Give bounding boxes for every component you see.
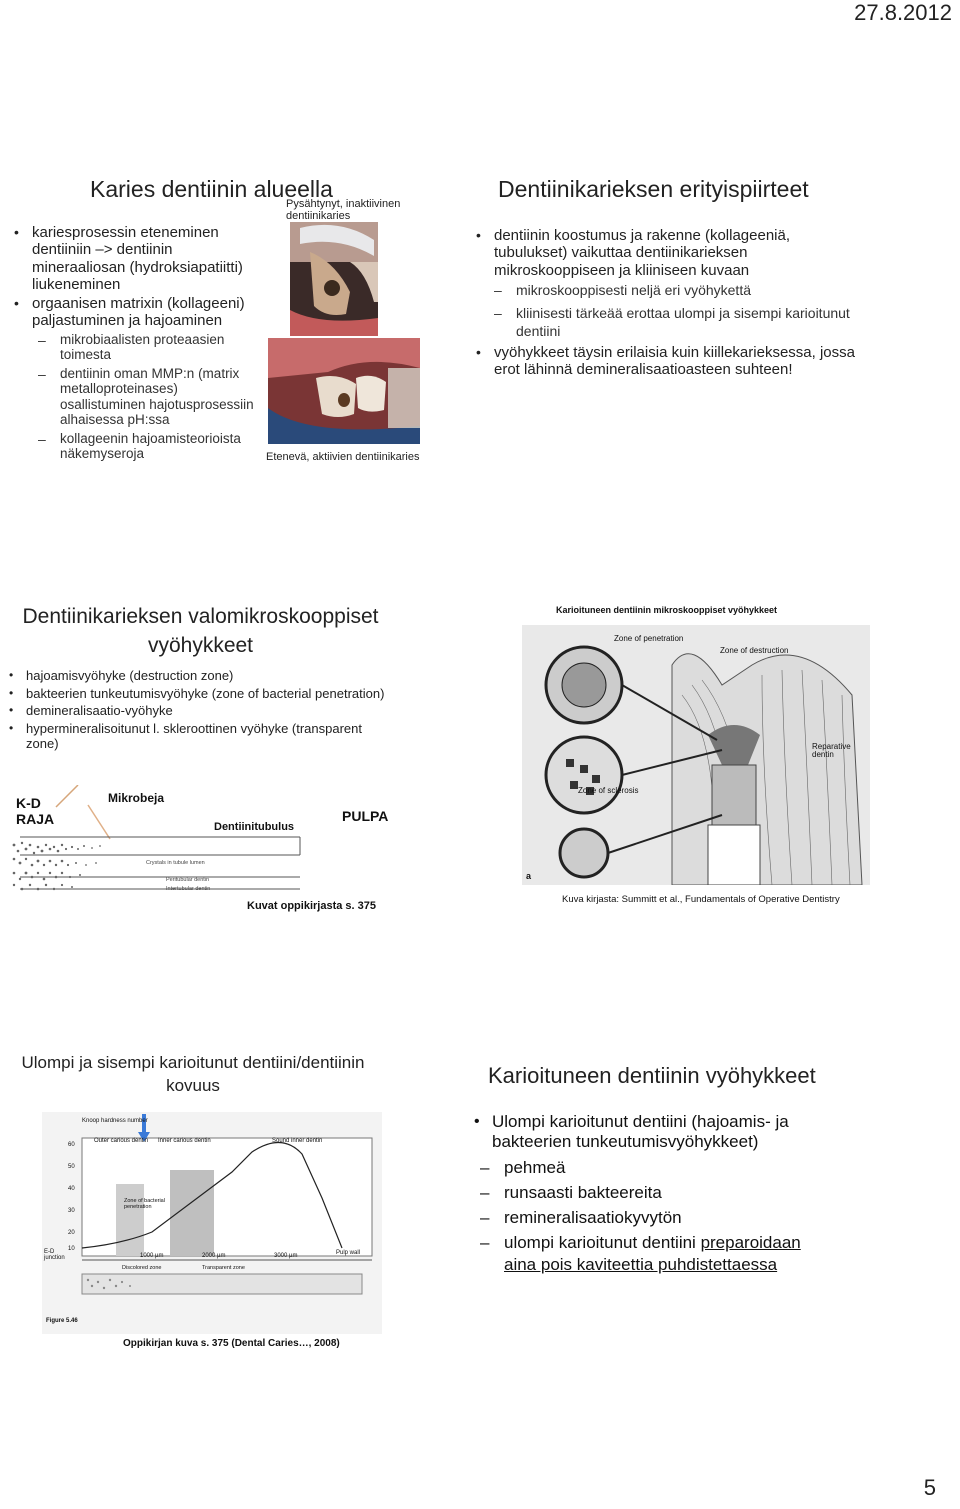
label-discolored-zone: Discolored zone [122,1265,162,1271]
slide2-bullet-2: • vyöhykkeet täysin erilaisia kuin kiillekarieksessa, jossa erot lähinnä demineralisaatioasteen suhteen! [472,344,857,379]
label-inner-carious: Inner carious dentin [158,1138,211,1144]
active-caries-photo [268,338,420,444]
slide2-sub-2: – kliinisesti tärkeää erottaa ulompi ja sisempi karioitunut dentiini [494,304,857,340]
x-tick-3000: 3000 µm [274,1253,298,1259]
slide5-title: Ulompi ja sisempi karioitunut dentiini/dentiinin kovuus [21,1053,365,1095]
slide6-sub-1: – pehmeä [480,1157,832,1179]
slide4-source: Kuva kirjasta: Summitt et al., Fundamentals of Operative Dentistry [562,894,840,905]
y-tick-20: 20 [68,1230,75,1236]
y-tick-60: 60 [68,1142,75,1148]
inactive-caries-photo [290,222,378,336]
page-number: 5 [923,1475,936,1500]
y-tick-50: 50 [68,1164,75,1170]
label-outer-carious: Outer carious dentin [94,1138,149,1144]
slide1-sub-3: – kollageenin hajoamisteorioista näkemyseroja [38,431,265,462]
label-reparative-dentin: Reparative dentin [812,742,851,759]
slide6-sub-4-plain: ulompi karioitunut dentiini [504,1233,701,1253]
slide6-sub-2: – runsaasti bakteereita [480,1182,832,1204]
slide2-body [472,227,857,379]
y-tick-10: 10 [68,1246,75,1252]
slide3-bullet-1: • hajoamisvyöhyke (destruction zone) [6,668,386,684]
slide6-title: Karioituneen dentiinin vyöhykkeet [488,1063,816,1088]
slide6-sub-4-underlined: preparoidaan aina pois kaviteettia puhdistettaessa [504,1233,801,1275]
photo-caption-top: Pysähtynyt, inaktiivinen dentiinikaries [286,198,401,223]
tiny-label-peritubular: Peritubular dentin [166,877,210,883]
tubule-diagram [0,785,400,915]
tiny-label-intertubular: Intertubular dentin [166,886,211,892]
slide3-body [6,668,386,752]
hardness-figure [42,1112,382,1334]
slide4-title: Karioituneen dentiinin mikroskooppiset vyöhykkeet [556,605,778,615]
slide5-source: Oppikirjan kuva s. 375 (Dental Caries…, 2008) [123,1338,340,1349]
slide3-bullet-3: • demineralisaatio-vyöhyke [6,703,386,719]
label-transparent-zone: Transparent zone [202,1265,245,1271]
x-tick-2000: 2000 µm [202,1253,226,1259]
slide6-body [472,1112,832,1276]
slide1-body [10,224,265,462]
tiny-label-crystals: Crystals in tubule lumen [146,860,205,866]
dentiinitubulus-label: Dentiinitubulus [214,821,295,833]
y-tick-30: 30 [68,1208,75,1214]
tooth-zones-figure [522,625,870,885]
x-tick-1000: 1000 µm [140,1253,164,1259]
slide3-source: Kuvat oppikirjasta s. 375 [247,900,376,912]
slide1-sub-2: – dentiinin oman MMP:n (matrix metalloproteinases) osallistuminen hajotusprosessiin alhaisessa pH:ssa [38,366,265,428]
slide3-bullet-4: • hypermineralisoitunut l. skleroottinen vyöhyke (transparent zone) [6,721,386,752]
slide1-title: Karies dentiinin alueella [90,176,333,202]
slide1-bullet-1: • kariesprosessin eteneminen dentiiniin –> dentiinin mineraaliosan (hydroksiapatiitti) liukeneminen [10,224,265,293]
slide6-sub-4 [480,1232,832,1276]
label-bacterial-zone: Zone of bacterial penetration [124,1198,165,1211]
label-zone-sclerosis: Zone of sclerosis [578,786,639,795]
slide2-sub-1: – mikroskooppisesti neljä eri vyöhykettä [494,281,857,300]
slide6-bullet: • Ulompi karioitunut dentiini (hajoamis- ja bakteerien tunkeutumisvyöhykkeet) [472,1112,832,1153]
mikrobeja-label: Mikrobeja [108,791,165,805]
label-figure-number: Figure 5.46 [46,1318,78,1324]
y-tick-40: 40 [68,1186,75,1192]
label-sound-dentin: Sound inner dentin [272,1138,323,1144]
figure-letter: a [526,871,532,881]
label-pulp-wall: Pulp wall [336,1250,361,1256]
slide3-bullet-2: • bakteerien tunkeutumisvyöhyke (zone of bacterial penetration) [6,686,386,702]
slide1-sub-1: – mikrobiaalisten proteaasien toimesta [38,332,265,363]
photo-caption-bottom: Etenevä, aktiivien dentiinikaries [266,451,420,463]
slide2-title: Dentiinikarieksen erityispiirteet [498,176,809,202]
label-ed-junction: E-D junction [44,1249,65,1261]
label-zone-penetration: Zone of penetration [614,634,684,643]
slide1-bullet-2: • orgaanisen matrixin (kollageeni) paljastuminen ja hajoaminen [10,295,265,330]
pulpa-label: PULPA [342,808,389,824]
header-date: 27.8.2012 [854,0,952,25]
label-zone-destruction: Zone of destruction [720,646,789,655]
slide6-sub-3: – remineralisaatiokyvytön [480,1207,832,1229]
slide2-bullet-1: • dentiinin koostumus ja rakenne (kollageeniä, tubulukset) vaikuttaa dentiinikarieksen mikroskooppiseen ja kliiniseen kuvaan [472,227,857,279]
label-knoop: Knoop hardness number [82,1118,148,1124]
slide3-title: Dentiinikarieksen valomikroskooppiset vyöhykkeet [22,605,379,657]
kd-raja-label: K-D RAJA [16,795,55,828]
